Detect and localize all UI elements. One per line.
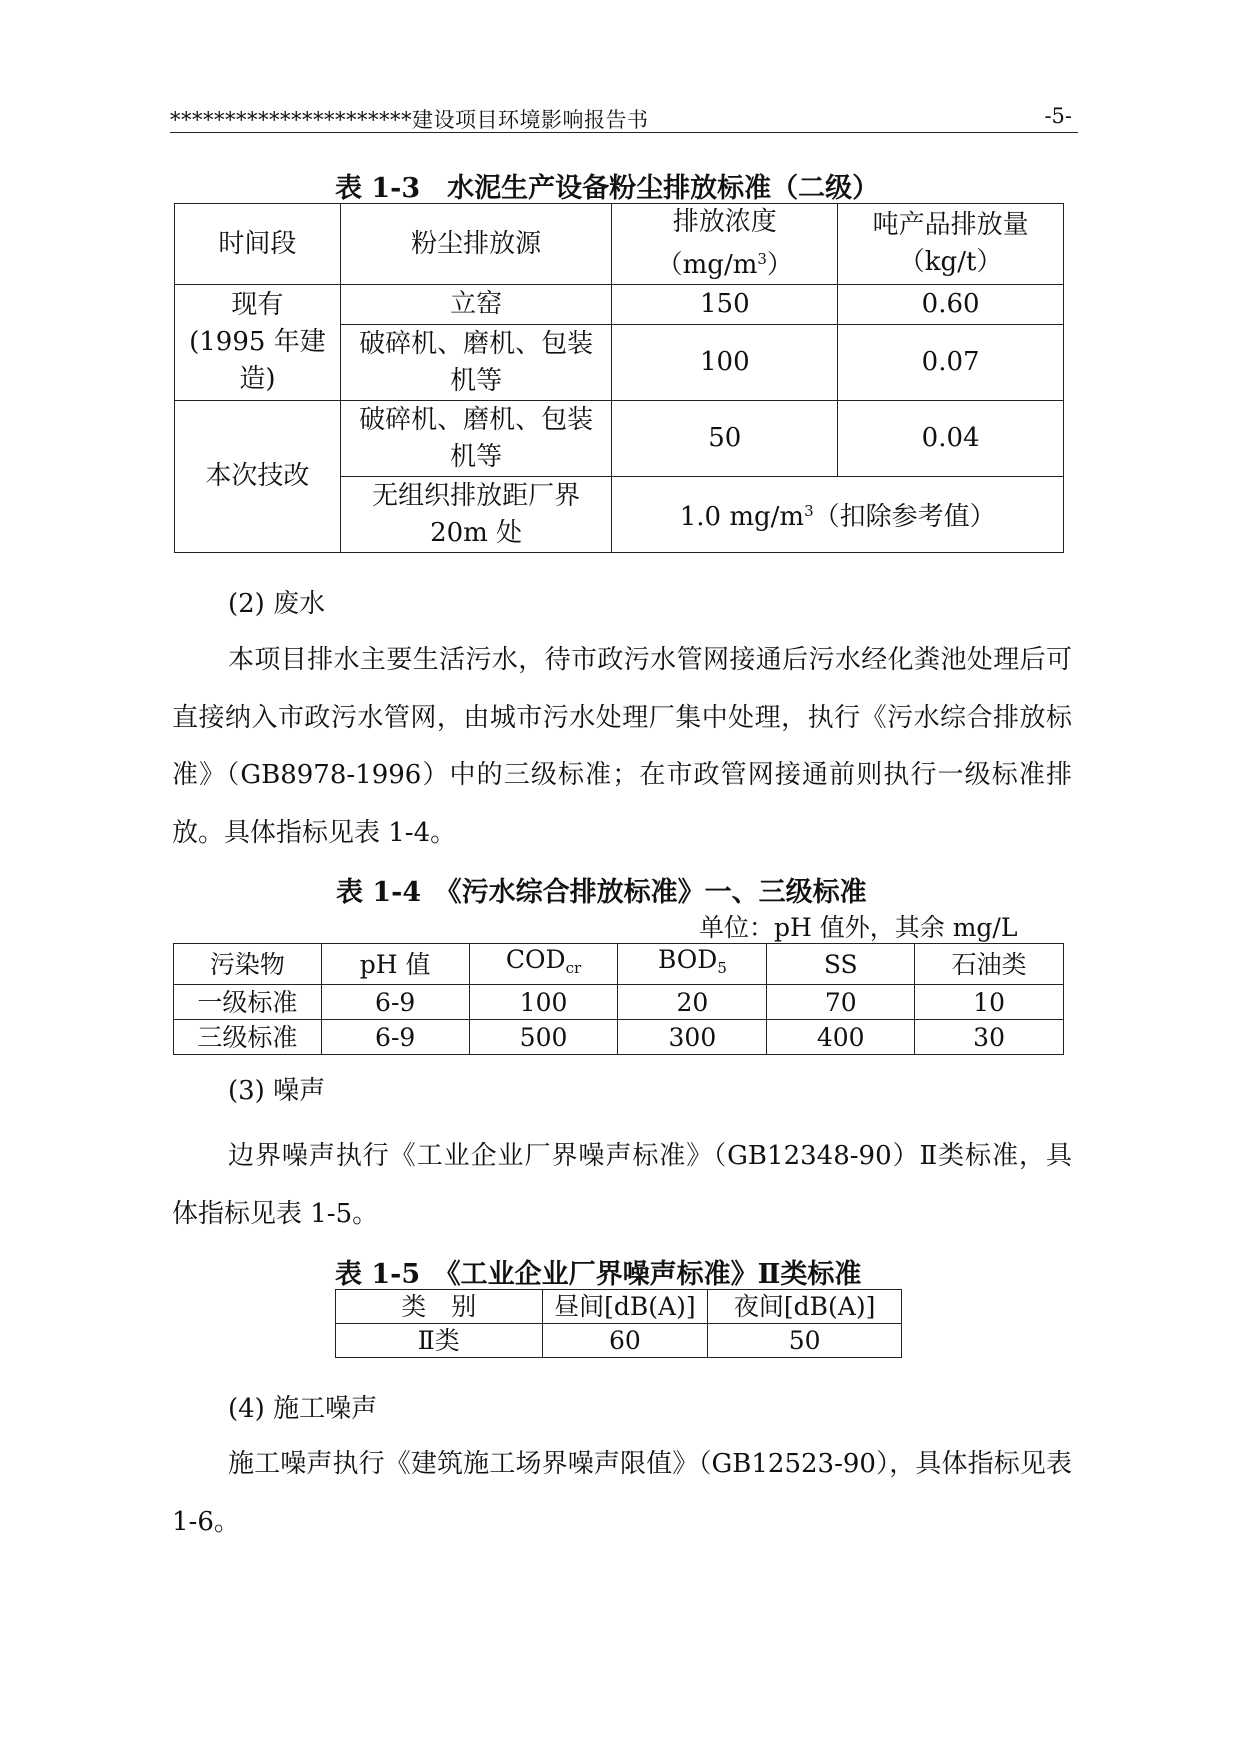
unit-text: （mg/m — [656, 250, 758, 280]
table-cell: 6-9 — [321, 985, 469, 1020]
subscript: cr — [565, 959, 582, 977]
per-ton-cell: 0.07 — [838, 325, 1064, 401]
section-2-heading: (2) 废水 — [228, 589, 326, 619]
superscript: 3 — [804, 502, 814, 520]
source-cell: 立窑 — [340, 285, 612, 325]
header-cell: 夜间[dB(A)] — [708, 1290, 902, 1324]
cell-line: 现有 — [231, 290, 284, 320]
table-row — [175, 401, 1064, 477]
header-line: 排放浓度 — [672, 207, 777, 237]
table-row — [175, 204, 1064, 285]
subscript: 5 — [717, 959, 727, 977]
header-line: 吨产品排放量 — [872, 210, 1029, 240]
table-cell: 30 — [915, 1020, 1064, 1055]
cell-line: 破碎机、磨机、包装 — [359, 404, 594, 435]
section-4-heading: (4) 施工噪声 — [228, 1394, 378, 1424]
header-cell: pH 值 — [321, 944, 469, 985]
source-cell — [340, 325, 612, 401]
unit-text: ） — [766, 250, 793, 280]
table-cell: 400 — [767, 1020, 915, 1055]
table-1-4 — [173, 943, 1064, 1055]
page-header — [170, 102, 1078, 133]
table-cell: 60 — [542, 1324, 708, 1358]
concentration-cell: 50 — [612, 401, 838, 477]
table-cell: 70 — [767, 985, 915, 1020]
header-cell — [618, 944, 767, 985]
cell-line: 破碎机、磨机、包装 — [359, 328, 594, 359]
header-cell: SS — [767, 944, 915, 985]
page-number: -5- — [1044, 104, 1072, 128]
header-cell: 粉尘排放源 — [340, 204, 612, 285]
section-2-paragraph: 本项目排水主要生活污水，待市政污水管网接通后污水经化粪池处理后可直接纳入市政污水管网，由城市污水处理厂集中处理，执行《污水综合排放标准》（GB8978-1996）中的三级标准；在市政管网接通前则执行一级标准排放。具体指标见表 1-4。 — [172, 645, 1072, 848]
table-1-3-caption: 表 1-3 水泥生产设备粉尘排放标准（二级） — [335, 173, 880, 204]
header-text: COD — [505, 945, 566, 974]
table-cell: 300 — [618, 1020, 767, 1055]
value-text: 1.0 mg/m — [679, 502, 805, 532]
cell-line: 造) — [239, 364, 276, 394]
table-row — [174, 1020, 1064, 1055]
superscript: 3 — [757, 250, 767, 268]
header-cell: 时间段 — [175, 204, 341, 285]
header-cell: 昼间[dB(A)] — [542, 1290, 708, 1324]
header-line — [618, 241, 831, 284]
table-cell: 100 — [469, 985, 618, 1020]
period-cell — [175, 285, 341, 401]
concentration-cell: 150 — [612, 285, 838, 325]
cell-line: 机等 — [450, 441, 503, 472]
merged-value-cell — [612, 477, 1064, 553]
header-cell — [469, 944, 618, 985]
table-row — [336, 1290, 902, 1324]
header-cell — [612, 204, 838, 285]
period-cell: 本次技改 — [175, 401, 341, 553]
table-cell: Ⅱ类 — [336, 1324, 543, 1358]
table-cell: 三级标准 — [174, 1020, 322, 1055]
table-row — [174, 944, 1064, 985]
table-1-5-caption: 表 1-5 《工业企业厂界噪声标准》Ⅱ类标准 — [335, 1259, 862, 1290]
concentration-cell: 100 — [612, 325, 838, 401]
header-title: **********************建设项目环境影响报告书 — [170, 108, 649, 132]
source-cell — [340, 477, 612, 553]
table-cell: 50 — [708, 1324, 902, 1358]
section-3-paragraph: 边界噪声执行《工业企业厂界噪声标准》（GB12348-90）Ⅱ类标准，具体指标见表 1-5。 — [172, 1141, 1072, 1229]
table-cell: 6-9 — [321, 1020, 469, 1055]
header-text: BOD — [657, 945, 718, 974]
header-cell: 类 别 — [336, 1290, 543, 1324]
section-4-paragraph: 施工噪声执行《建筑施工场界噪声限值》（GB12523-90），具体指标见表 1-6。 — [172, 1449, 1072, 1537]
table-1-5 — [335, 1289, 902, 1358]
header-cell: 污染物 — [174, 944, 322, 985]
cell-line: 机等 — [450, 365, 503, 396]
source-cell — [340, 401, 612, 477]
header-cell — [838, 204, 1064, 285]
table-row — [174, 985, 1064, 1020]
table-cell: 500 — [469, 1020, 618, 1055]
table-row — [175, 285, 1064, 325]
table-1-4-caption: 表 1-4 《污水综合排放标准》一、三级标准 — [336, 877, 867, 908]
table-cell: 10 — [915, 985, 1064, 1020]
table-cell: 一级标准 — [174, 985, 322, 1020]
table-1-4-unit: 单位：pH 值外，其余 mg/L — [699, 913, 1018, 942]
value-text: （扣除参考值） — [813, 502, 996, 532]
cell-line: 20m 处 — [430, 517, 523, 548]
header-cell: 石油类 — [915, 944, 1064, 985]
cell-line: 无组织排放距厂界 — [372, 480, 581, 511]
section-3-heading: (3) 噪声 — [228, 1076, 326, 1106]
per-ton-cell: 0.04 — [838, 401, 1064, 477]
cell-line: (1995 年建 — [189, 327, 326, 357]
table-cell: 20 — [618, 985, 767, 1020]
header-line: （kg/t） — [898, 247, 1003, 277]
per-ton-cell: 0.60 — [838, 285, 1064, 325]
table-1-3 — [174, 203, 1064, 553]
table-row — [336, 1324, 902, 1358]
